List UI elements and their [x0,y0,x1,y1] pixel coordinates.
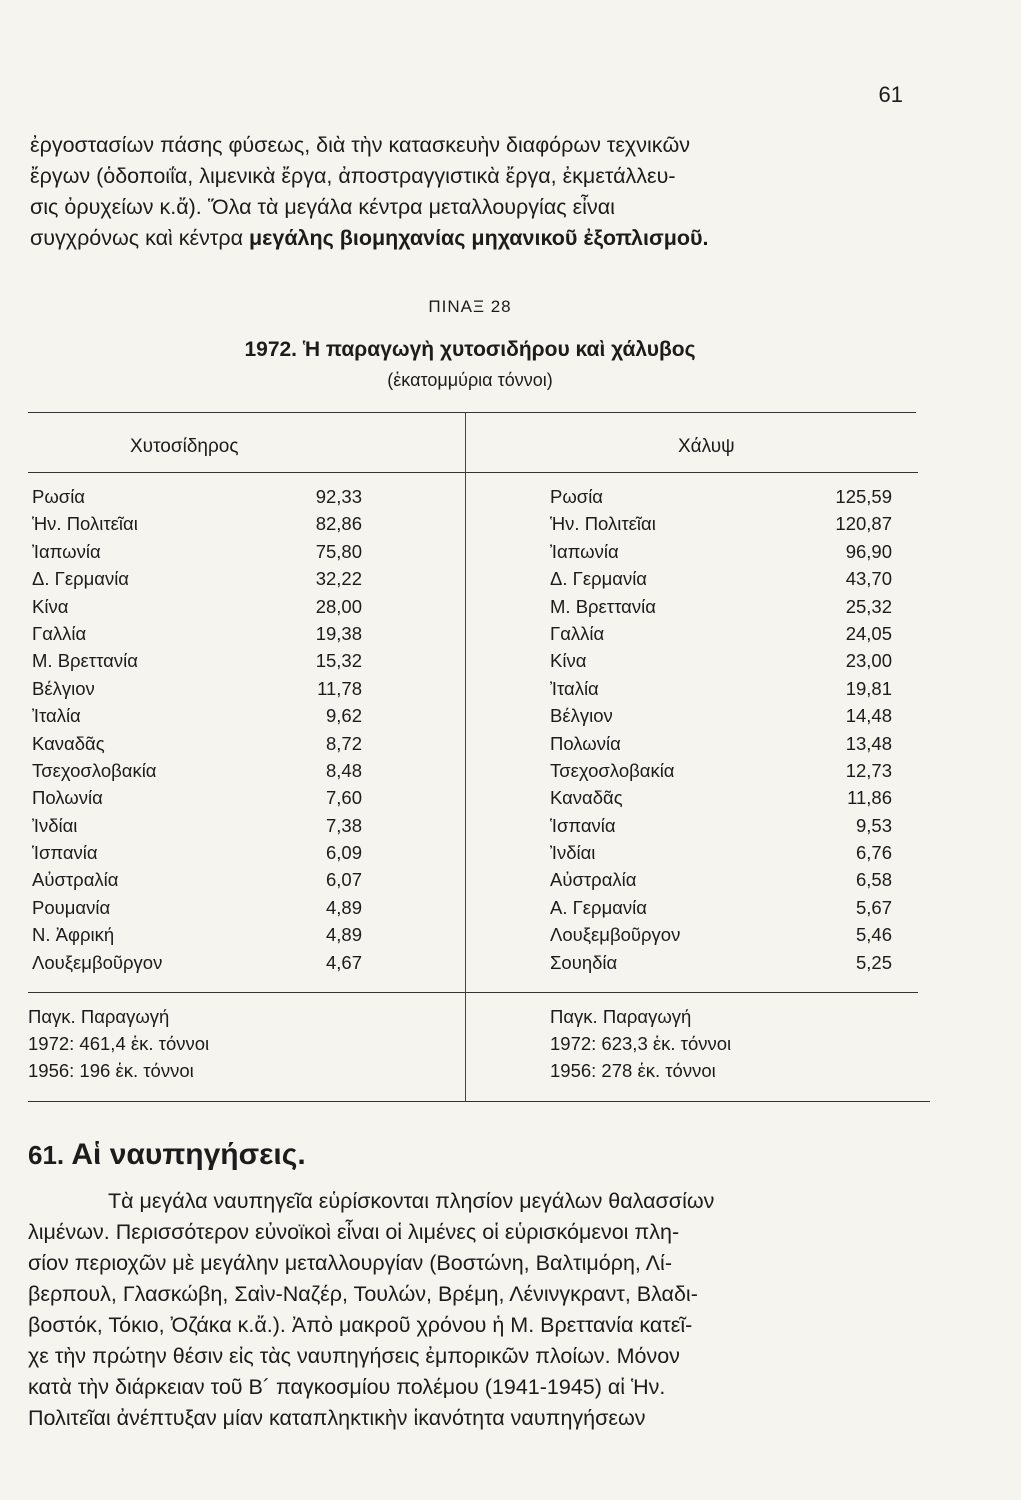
totals-1972: 1972: 623,3 ἑκ. τόννοι [550,1033,732,1054]
table-row [550,675,892,702]
table-row [32,483,362,510]
country-name: Μ. Βρεττανία [550,595,656,617]
production-value: 125,59 [835,486,892,507]
country-name: Βέλγιον [32,677,95,699]
production-value: 7,38 [325,814,362,836]
column-header-pig-iron: Χυτοσίδηρος [130,436,239,457]
table-row [32,812,362,839]
country-name: Ἰταλία [550,677,599,699]
table-title: 1972. Ἡ παραγωγὴ χυτοσιδήρου καὶ χάλυβος [244,338,696,361]
steel-totals [550,1003,731,1084]
production-value: 75,80 [315,540,362,562]
table-top-rule [28,412,916,413]
table-row [550,949,892,976]
table-row [32,510,362,537]
production-value: 8,72 [325,732,362,754]
body-line: Πολιτεῖαι ἀνέπτυξαν μίαν καταπληκτικὴν ἱκανότητα ναυπηγήσεων [28,1406,646,1430]
production-value: 32,22 [315,568,362,590]
production-value: 11,78 [317,677,362,699]
body-line: σίον περιοχῶν μὲ μεγάλην μεταλλουργίαν (Βοστώνη, Βαλτιμόρη, Λί- [28,1251,672,1275]
table-row [550,866,892,893]
totals-1972: 1972: 461,4 ἑκ. τόννοι [28,1033,210,1054]
table-row [550,702,892,729]
table-row [550,784,892,811]
intro-line: ἔργων (ὁδοποιΐα, λιμενικὰ ἔργα, ἀποστραγγιστικὰ ἔργα, ἐκμετάλλευ- [30,164,676,188]
table-row [32,730,362,757]
body-line: βερπουλ, Γλασκώβη, Σαὶν-Ναζέρ, Τουλών, Βρέμη, Λένινγκραντ, Βλαδι- [28,1282,698,1306]
intro-line [30,223,900,254]
table-row [32,702,362,729]
production-value: 19,81 [845,677,892,699]
table-header-rule [28,472,918,473]
country-name: Ρωσία [550,486,604,507]
country-name: Λουξεμβοῦργον [550,924,681,946]
production-value: 92,33 [315,486,362,507]
production-value: 13,48 [845,732,892,754]
production-value: 25,32 [845,595,892,617]
production-value: 14,48 [845,705,892,727]
body-line: Τὰ μεγάλα ναυπηγεῖα εὑρίσκονται πλησίον μεγάλων θαλασσίων [108,1189,715,1213]
production-value: 23,00 [845,650,892,672]
production-value: 120,87 [835,513,892,535]
country-name: Τσεχοσλοβακία [32,759,157,781]
totals-label: Παγκ. Παραγωγή [28,1006,170,1027]
production-value: 24,05 [845,622,892,644]
production-value: 9,53 [855,814,892,836]
table-row [32,593,362,620]
table-row [32,921,362,948]
table-row [32,538,362,565]
table-row [550,510,892,537]
table-row [550,921,892,948]
production-value: 6,58 [855,869,892,891]
table-row [32,675,362,702]
production-value: 5,67 [855,896,892,918]
totals-1956: 1956: 196 ἑκ. τόννοι [28,1060,194,1081]
production-value: 5,25 [855,951,892,973]
table-row [550,812,892,839]
table-body-rule [28,992,918,993]
table-row [550,839,892,866]
table-row [550,757,892,784]
country-name: Ἡν. Πολιτεῖαι [32,513,138,535]
production-value: 43,70 [845,568,892,590]
production-value: 11,86 [847,787,892,809]
country-name: Ἱσπανία [32,842,98,864]
steel-rows [550,483,892,976]
table-row [32,866,362,893]
country-name: Ἰταλία [32,705,81,727]
country-name: Τσεχοσλοβακία [550,759,675,781]
table-column-divider [465,412,466,1101]
table-row [32,949,362,976]
intro-line: σις ὀρυχείων κ.ἄ). Ὅλα τὰ μεγάλα κέντρα μεταλλουργίας εἶναι [30,195,615,219]
table-row [32,757,362,784]
production-value: 6,07 [325,869,362,891]
page-number: 61 [878,82,903,107]
section-number: 61. [28,1140,65,1170]
country-name: Ἰαπωνία [550,540,619,562]
section-body [28,1186,903,1434]
country-name: Ἡν. Πολιτεῖαι [550,513,656,535]
country-name: Πολωνία [32,787,103,809]
body-line: λιμένων. Περισσότερον εὐνοϊκοὶ εἶναι οἱ λιμένες οἱ εὑρισκόμενοι πλη- [28,1220,680,1244]
table-row [550,647,892,674]
table-row [32,620,362,647]
country-name: Γαλλία [550,622,605,644]
body-line: κατὰ τὴν διάρκειαν τοῦ Β´ παγκοσμίου πολέμου (1941-1945) αἱ Ἡν. [28,1375,666,1399]
country-name: Γαλλία [32,622,87,644]
table-row [32,565,362,592]
production-value: 12,73 [845,759,892,781]
production-value: 4,89 [325,924,362,946]
country-name: Ρουμανία [32,896,111,918]
production-value: 5,46 [855,924,892,946]
country-name: Δ. Γερμανία [32,568,130,590]
production-value: 8,48 [325,759,362,781]
table-row [550,730,892,757]
body-line: χε τὴν πρώτην θέσιν εἰς τὰς ναυπηγήσεις ἐμπορικῶν πλοίων. Μόνον [28,1344,680,1368]
section-heading [28,1138,306,1172]
country-name: Βέλγιον [550,705,613,727]
table-row [550,538,892,565]
table-row [550,593,892,620]
country-name: Ἰνδίαι [550,842,596,864]
table-row [550,565,892,592]
country-name: Α. Γερμανία [550,896,647,918]
country-name: Λουξεμβοῦργον [32,951,163,973]
intro-paragraph [30,130,900,254]
table-row [550,620,892,647]
table-unit: (ἑκατομμύρια τόννοι) [387,370,553,390]
country-name: Κίνα [550,650,587,672]
table-row [550,894,892,921]
table-row [32,647,362,674]
table-row [32,839,362,866]
production-value: 4,89 [325,896,362,918]
production-value: 9,62 [325,705,362,727]
table-row [32,784,362,811]
production-value: 6,76 [855,842,892,864]
section-title: Αἱ ναυπηγήσεις. [71,1138,306,1171]
table-bottom-rule [28,1101,930,1102]
country-name: Αὐστραλία [550,869,637,891]
pig-iron-rows [32,483,362,976]
column-header-steel: Χάλυψ [678,436,735,457]
table-row [550,483,892,510]
totals-1956: 1956: 278 ἑκ. τόννοι [550,1060,716,1081]
production-value: 7,60 [325,787,362,809]
totals-label: Παγκ. Παραγωγή [550,1006,692,1027]
body-line: βοστόκ, Τόκιο, Ὀζάκα κ.ἄ.). Ἀπὸ μακροῦ χρόνου ἡ Μ. Βρεττανία κατεῖ- [28,1313,693,1337]
table-row [32,894,362,921]
country-name: Σουηδία [550,951,618,973]
production-value: 6,09 [325,842,362,864]
country-name: Καναδᾶς [32,732,105,754]
country-name: Ρωσία [32,486,86,507]
intro-line-plain: συγχρόνως καὶ κέντρα [30,226,249,250]
production-value: 82,86 [315,513,362,535]
production-value: 15,32 [315,650,362,672]
country-name: Ν. Ἀφρική [32,924,115,946]
country-name: Ἱσπανία [550,814,616,836]
country-name: Αὐστραλία [32,869,119,891]
country-name: Ἰαπωνία [32,540,101,562]
intro-line-bold: μεγάλης βιομηχανίας μηχανικοῦ ἐξοπλισμοῦ. [249,226,709,250]
production-value: 96,90 [845,540,892,562]
country-name: Πολωνία [550,732,621,754]
country-name: Κίνα [32,595,69,617]
production-value: 19,38 [315,622,362,644]
country-name: Μ. Βρεττανία [32,650,138,672]
country-name: Ἰνδίαι [32,814,78,836]
production-value: 4,67 [325,951,362,973]
pig-iron-totals [28,1003,209,1084]
intro-line: ἐργοστασίων πάσης φύσεως, διὰ τὴν κατασκευὴν διαφόρων τεχνικῶν [30,133,691,157]
production-value: 28,00 [315,595,362,617]
table-label: ΠΙΝΑΞ 28 [428,297,512,316]
country-name: Καναδᾶς [550,787,623,809]
country-name: Δ. Γερμανία [550,568,648,590]
